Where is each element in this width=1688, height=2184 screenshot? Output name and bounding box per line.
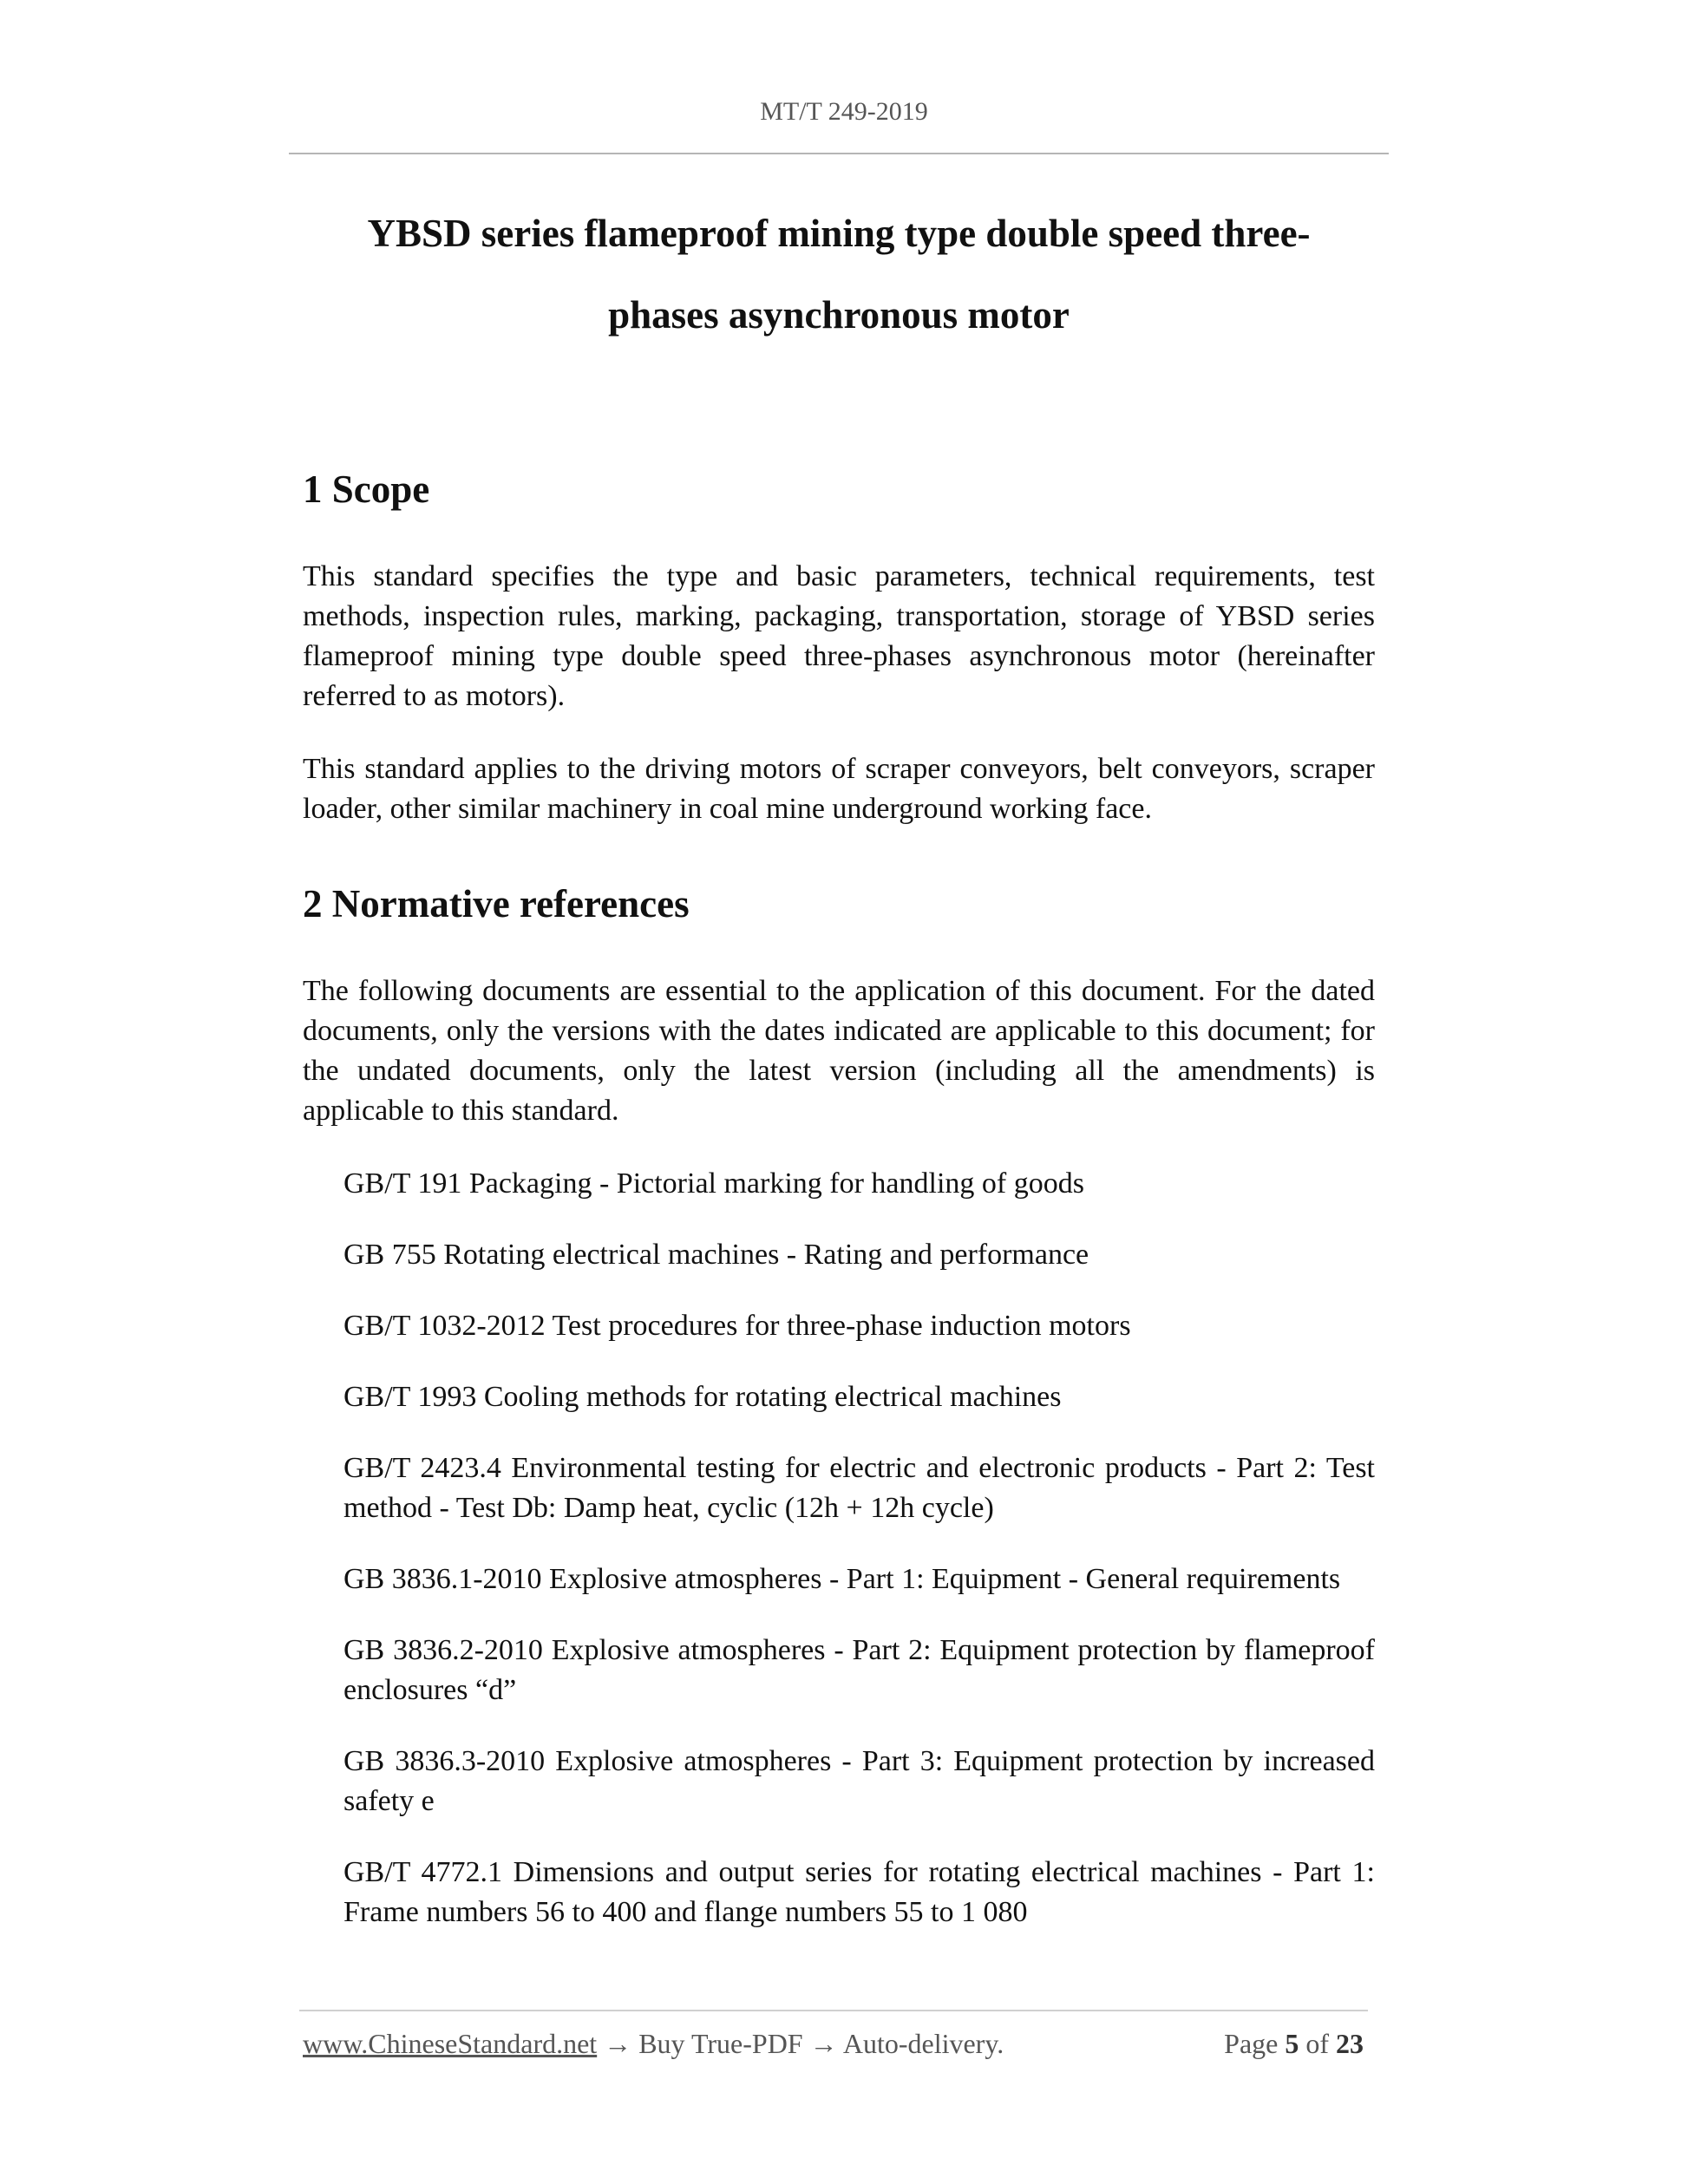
page-total: 23 <box>1336 2028 1364 2059</box>
footer-promo <box>303 2028 1004 2060</box>
section-heading-scope: 1 Scope <box>303 468 430 511</box>
reference-item: GB/T 4772.1 Dimensions and output series for rotating electrical machines - Part 1: Frame numbers 56 to 400 and flange numbers 55 to 1 080 <box>343 1856 1375 1928</box>
scope-paragraph-2: This standard applies to the driving motors of scraper conveyors, belt conveyors, scraper loader, other similar machinery in coal mine underground working face. <box>303 753 1375 825</box>
arrow-icon: → <box>809 2028 838 2059</box>
reference-item: GB 3836.1-2010 Explosive atmospheres - Part 1: Equipment - General requirements <box>343 1563 1341 1595</box>
page-number <box>1197 2028 1364 2060</box>
normative-intro-paragraph: The following documents are essential to the application of this document. For the dated documents, only the versions with the dates indicated are applicable to this document; for the undated documents, only the latest version (including all the amendments) is applicable to this standard. <box>303 975 1375 1127</box>
reference-item: GB/T 2423.4 Environmental testing for electric and electronic products - Part 2: Test method - Test Db: Damp heat, cyclic (12h + 12h cycle) <box>343 1452 1375 1524</box>
buy-text: Buy True-PDF <box>638 2028 803 2059</box>
header-divider <box>289 153 1389 154</box>
arrow-icon: → <box>604 2028 632 2059</box>
section-heading-normative-references: 2 Normative references <box>303 882 690 925</box>
document-code: MT/T 249-2019 <box>760 97 928 126</box>
reference-item: GB 3836.2-2010 Explosive atmospheres - Part 2: Equipment protection by flameproof enclosures “d” <box>343 1634 1375 1706</box>
page-of: of <box>1305 2028 1329 2059</box>
footer-divider <box>299 2010 1368 2011</box>
title-line-2: phases asynchronous motor <box>608 293 1070 337</box>
scope-paragraph-1: This standard specifies the type and basic parameters, technical requirements, test methods, inspection rules, marking, packaging, transportation, storage of YBSD series flameproof mining type double speed three-phases asynchronous motor (hereinafter referred to as motors). <box>303 560 1375 712</box>
reference-item: GB 3836.3-2010 Explosive atmospheres - Part 3: Equipment protection by increased safety e <box>343 1745 1375 1817</box>
reference-item: GB/T 1993 Cooling methods for rotating electrical machines <box>343 1381 1062 1413</box>
page-current: 5 <box>1285 2028 1299 2059</box>
document-title <box>289 193 1389 356</box>
reference-item: GB/T 191 Packaging - Pictorial marking for handling of goods <box>343 1167 1084 1200</box>
title-line-1: YBSD series flameproof mining type double speed three- <box>367 212 1311 255</box>
page-word: Page <box>1224 2028 1279 2059</box>
website-link[interactable]: www.ChineseStandard.net <box>303 2028 598 2059</box>
delivery-text: Auto-delivery. <box>842 2028 1004 2059</box>
reference-item: GB 755 Rotating electrical machines - Rating and performance <box>343 1239 1089 1271</box>
reference-item: GB/T 1032-2012 Test procedures for three-phase induction motors <box>343 1310 1131 1342</box>
